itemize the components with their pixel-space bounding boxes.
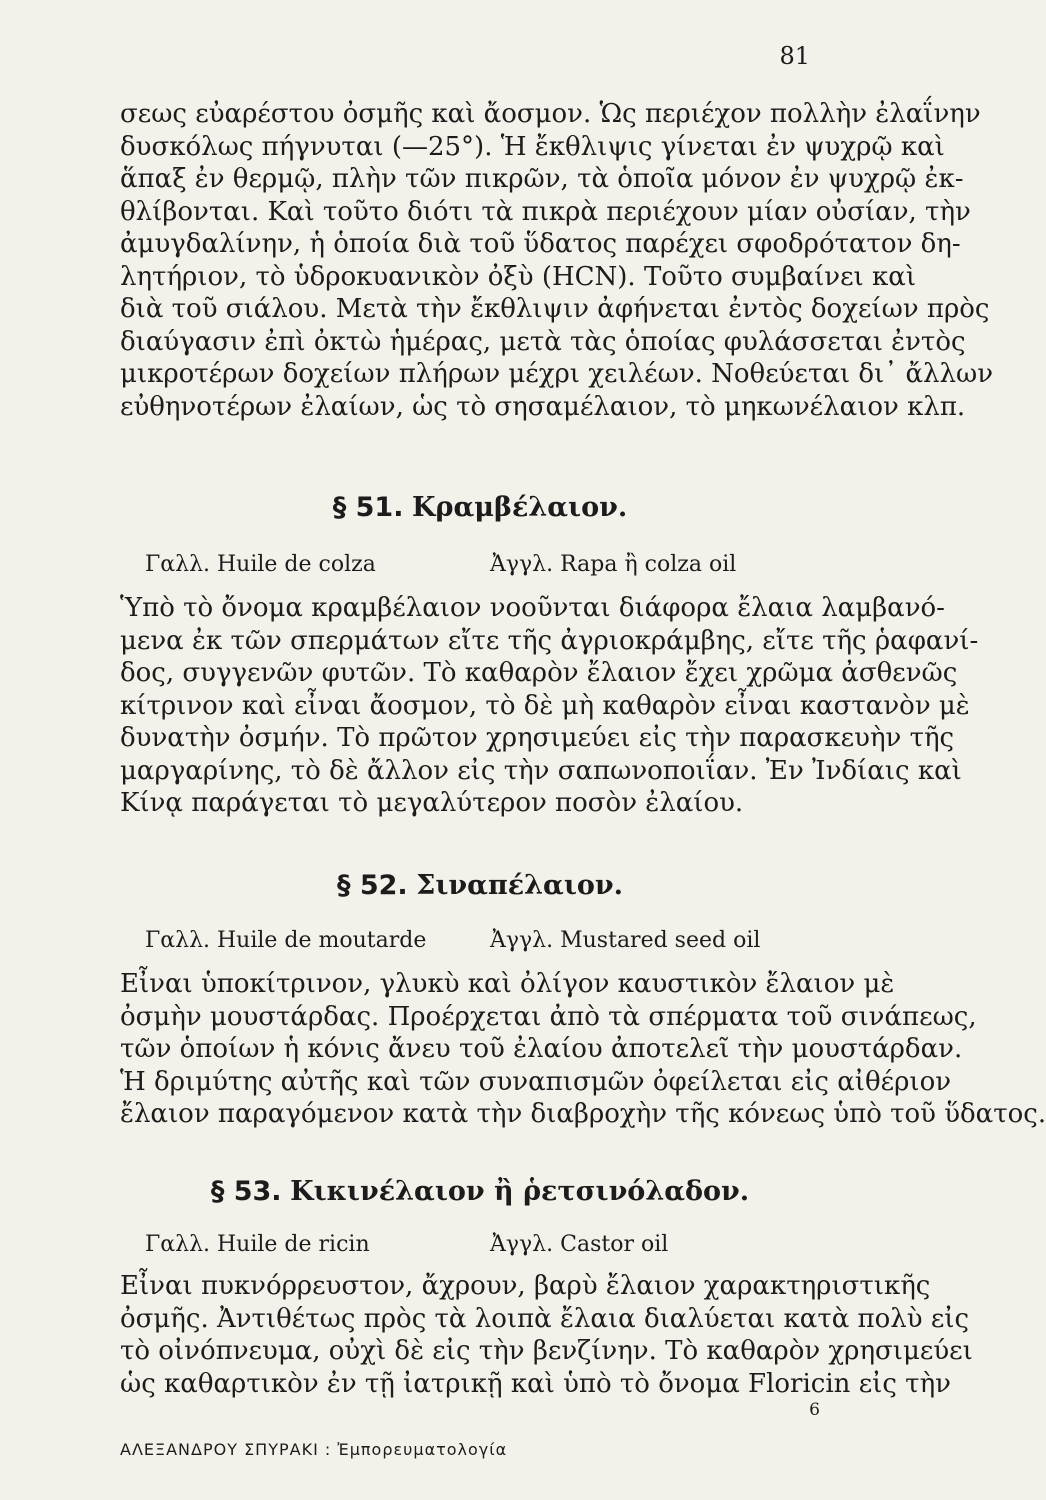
text-line: τῶν ὁποίων ἡ κόνις ἄνευ τοῦ ἐλαίου ἀποτελεῖ τὴν μουστάρδαν. — [120, 1034, 963, 1064]
text-line: τὸ οἰνόπνευμα, οὐχὶ δὲ εἰς τὴν βενζίνην. Τὸ καθαρὸν χρησιμεύει — [120, 1336, 973, 1366]
section-title: Σιναπέλαιον. — [416, 870, 624, 901]
section-53-body — [120, 1270, 973, 1400]
english-name: Ἀγγλ. Rapa ἢ colza oil — [490, 552, 737, 577]
text-line: διαύγασιν ἐπὶ ὀκτὼ ἡμέρας, μετὰ τὰς ὁποίας φυλάσσεται ἐντὸς — [120, 326, 966, 357]
running-footer: ΑΛΕΞΑΝΔΡΟΥ ΣΠΥΡΑΚΙ : Ἐμπορευματολογία — [120, 1440, 508, 1459]
text-line: ἀμυγδαλίνην, ἡ ὁποία διὰ τοῦ ὕδατος παρέχει σφοδρότατον δη- — [120, 229, 961, 259]
section-number: § 52. — [336, 870, 408, 901]
section-53-heading — [120, 1176, 840, 1207]
section-title: Κραμβέλαιον. — [412, 492, 628, 523]
section-51-body — [120, 592, 979, 820]
page-number: 81 — [779, 42, 810, 70]
text-line: μενα ἐκ τῶν σπερμάτων εἴτε τῆς ἀγριοκράμβης, εἴτε τῆς ῥαφανί- — [120, 625, 979, 656]
text-line: Εἶναι ὑποκίτρινον, γλυκὺ καὶ ὀλίγον καυστικὸν ἔλαιον μὲ — [120, 969, 895, 999]
text-line: λητήριον, τὸ ὑδροκυανικὸν ὀξὺ (HCN). Τοῦτο συμβαίνει καὶ — [120, 261, 917, 292]
text-line: ἅπαξ ἐν θερμῷ, πλὴν τῶν πικρῶν, τὰ ὁποῖα μόνον ἐν ψυχρῷ ἐκ- — [120, 164, 964, 194]
section-number: § 53. — [210, 1176, 282, 1207]
text-line: δυνατὴν ὀσμήν. Τὸ πρῶτον χρησιμεύει εἰς τὴν παρασκευὴν τῆς — [120, 723, 955, 753]
section-title: Κικινέλαιον ἢ ῥετσινόλαδον. — [290, 1176, 750, 1207]
section-52-names — [145, 928, 785, 953]
text-line: διὰ τοῦ σιάλου. Μετὰ τὴν ἔκθλιψιν ἀφήνεται ἐντὸς δοχείων πρὸς — [120, 294, 990, 324]
text-line: ὀσμῆς. Ἀντιθέτως πρὸς τὰ λοιπὰ ἔλαια διαλύεται κατὰ πολὺ εἰς — [120, 1303, 970, 1334]
signature-mark: 6 — [809, 1400, 820, 1420]
text-line: κίτρινον καὶ εἶναι ἄοσμον, τὸ δὲ μὴ καθαρὸν εἶναι καστανὸν μὲ — [120, 690, 970, 721]
text-line: μικροτέρων δοχείων πλήρων μέχρι χειλέων. Νοθεύεται δι᾿ ἄλλων — [120, 359, 993, 389]
text-line: Εἶναι πυκνόρρευστον, ἄχρουν, βαρὺ ἔλαιον χαρακτηριστικῆς — [120, 1271, 931, 1301]
text-line: σεως εὐαρέστου ὀσμῆς καὶ ἄοσμον. Ὡς περιέχον πολλὴν ἐλαΐνην — [120, 99, 981, 129]
text-line: εὐθηνοτέρων ἐλαίων, ὡς τὸ σησαμέλαιον, τὸ μηκωνέλαιον κλπ. — [120, 391, 966, 422]
text-line: ὡς καθαρτικὸν ἐν τῇ ἰατρικῇ καὶ ὑπὸ τὸ ὄνομα Floricin εἰς τὴν — [120, 1368, 951, 1399]
text-line: θλίβονται. Καὶ τοῦτο διότι τὰ πικρὰ περιέχουν μίαν οὐσίαν, τὴν — [120, 196, 971, 227]
text-line: ἔλαιον παραγόμενον κατὰ τὴν διαβροχὴν τῆς κόνεως ὑπὸ τοῦ ὕδατος. — [120, 1099, 1046, 1129]
section-51-heading — [120, 492, 840, 523]
french-name: Γαλλ. Huile de moutarde — [145, 928, 427, 953]
text-line: ὀσμὴν μουστάρδας. Προέρχεται ἀπὸ τὰ σπέρματα τοῦ σινάπεως, — [120, 1001, 977, 1032]
text-line: δυσκόλως πήγνυται (—25°). Ἡ ἔκθλιψις γίνεται ἐν ψυχρῷ καὶ — [120, 131, 945, 162]
text-line: Ὑπὸ τὸ ὄνομα κραμβέλαιον νοοῦνται διάφορα ἔλαια λαμβανό- — [120, 593, 945, 623]
section-51-names — [145, 552, 785, 577]
section-52-body — [120, 968, 1046, 1131]
text-line: δος, συγγενῶν φυτῶν. Τὸ καθαρὸν ἔλαιον ἔχει χρῶμα ἀσθενῶς — [120, 658, 958, 688]
french-name: Γαλλ. Huile de colza — [145, 552, 376, 577]
text-line: Κίνᾳ παράγεται τὸ μεγαλύτερον ποσὸν ἐλαίου. — [120, 788, 744, 818]
text-line: μαργαρίνης, τὸ δὲ ἄλλον εἰς τὴν σαπωνοποιΐαν. Ἐν Ἰνδίαις καὶ — [120, 755, 962, 786]
section-53-names — [145, 1232, 785, 1257]
text-line: Ἡ δριμύτης αὐτῆς καὶ τῶν συναπισμῶν ὀφείλεται εἰς αἰθέριον — [120, 1066, 952, 1097]
english-name: Ἀγγλ. Mustared seed oil — [490, 928, 761, 953]
paragraph-continuation — [120, 98, 993, 423]
english-name: Ἀγγλ. Castor oil — [490, 1232, 669, 1257]
french-name: Γαλλ. Huile de ricin — [145, 1232, 370, 1257]
section-number: § 51. — [332, 492, 404, 523]
section-52-heading — [120, 870, 840, 901]
